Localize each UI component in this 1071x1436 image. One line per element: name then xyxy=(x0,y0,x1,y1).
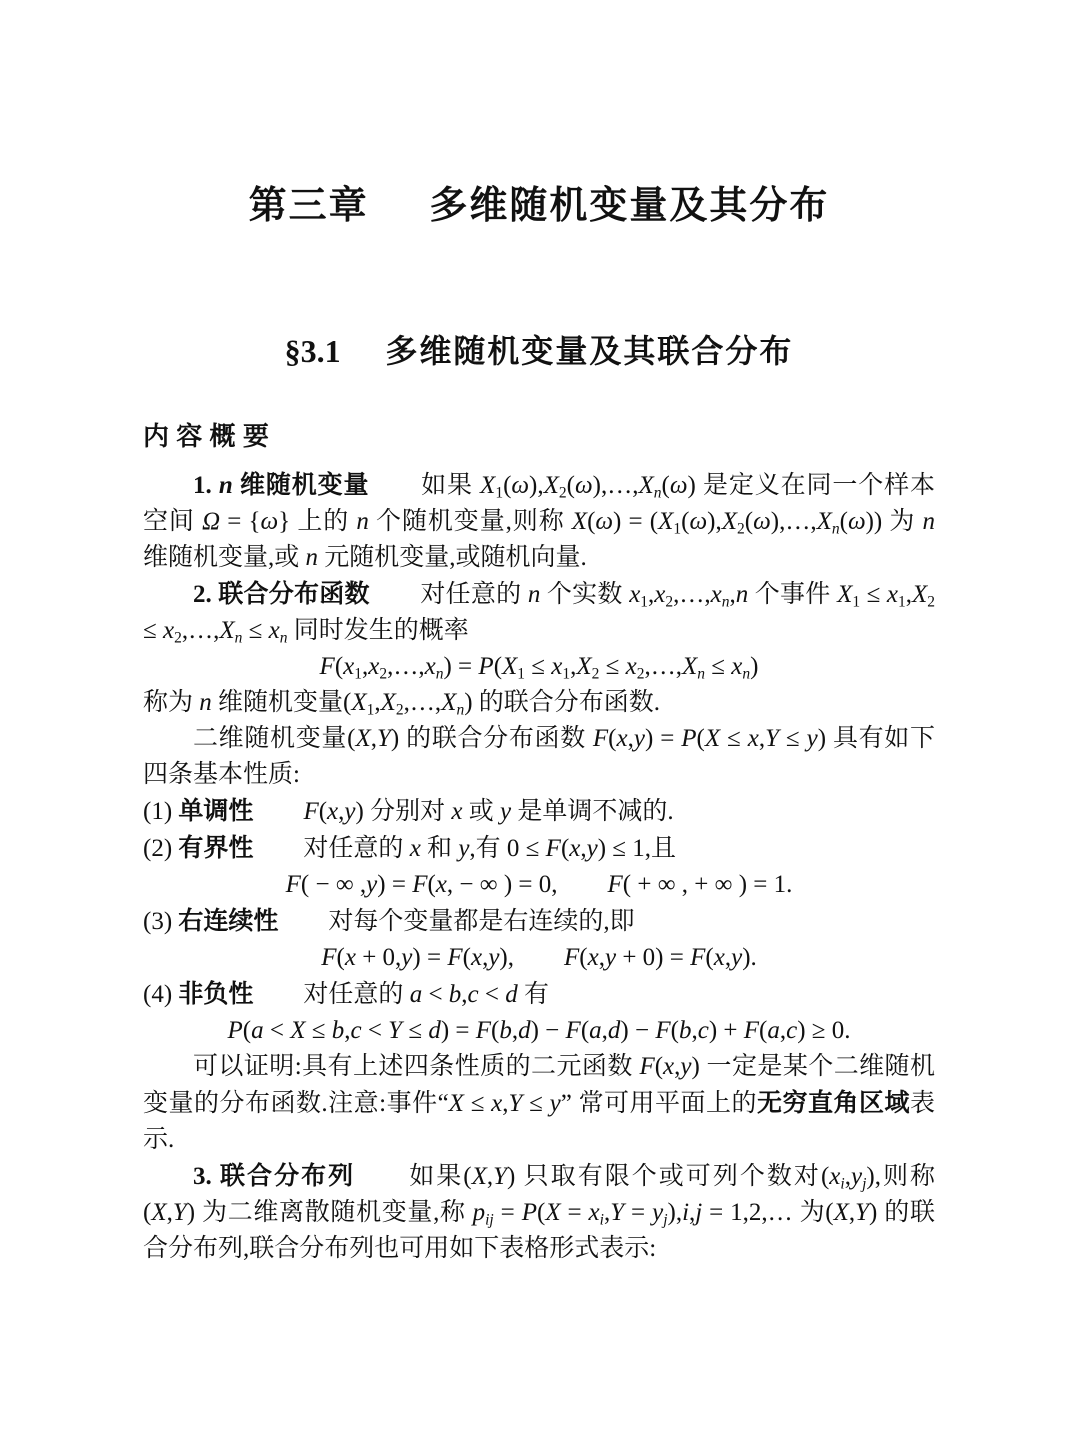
formula-joint-cdf: F(x1,x2,…,xn) = P(X1 ≤ x1,X2 ≤ x2,…,Xn ≤ xn) xyxy=(319,652,759,682)
paragraph-remark: 可以证明:具有上述四条性质的二元函数 F(x,y) 一定是某个二维随机变量的分布函数.注意:事件“X ≤ x,Y ≤ y” 常可用平面上的无穷直角区域表示. xyxy=(143,1052,935,1153)
formula-nonnegativity: P(a < X ≤ b,c < Y ≤ d) = F(b,d) − F(a,d) − F(b,c) + F(a,c) ≥ 0. xyxy=(227,1016,851,1044)
paragraph-n-dim-variable: 1. n 维随机变量 如果 X1(ω),X2(ω),…,Xn(ω) 是定义在同一个样本空间 Ω = {ω} 上的 n 个随机变量,则称 X(ω) = (X1(ω),X2(ω),…,Xn(ω)) 为 n 维随机变量,或 n 元随机变量,或随机向量. xyxy=(143,470,936,571)
section-title: 多维随机变量及其联合分布 xyxy=(385,332,794,369)
formula-boundedness: F( − ∞ ,y) = F(x, − ∞ ) = 0, F( + ∞ , + ∞ ) = 1. xyxy=(285,870,793,898)
property-monotonicity: (1) 单调性 F(x,y) 分别对 x 或 y 是单调不减的. xyxy=(143,796,674,825)
section-number: §3.1 xyxy=(284,332,341,369)
paragraph-two-dim-cdf: 二维随机变量(X,Y) 的联合分布函数 F(x,y) = P(X ≤ x,Y ≤ y) 具有如下四条基本性质: xyxy=(143,724,935,788)
property-nonnegativity: (4) 非负性 对任意的 a < b,c < d 有 xyxy=(143,979,550,1008)
paragraph-joint-cdf-definition: 2. 联合分布函数 对任意的 n 个实数 x1,x2,…,xn,n 个事件 X1 ≤ x1,X2 ≤ x2,…,Xn ≤ xn 同时发生的概率 xyxy=(143,579,935,646)
summary-heading: 内容概要 xyxy=(143,421,277,452)
property-right-continuity: (3) 右连续性 对每个变量都是右连续的,即 xyxy=(143,906,635,935)
body-text xyxy=(143,467,935,1267)
chapter-number: 第三章 xyxy=(248,185,369,227)
paragraph-cdf-name: 称为 n 维随机变量(X1,X2,…,Xn) 的联合分布函数. xyxy=(143,688,661,718)
chapter-heading xyxy=(143,185,935,229)
formula-right-continuity: F(x + 0,y) = F(x,y), F(x,y + 0) = F(x,y). xyxy=(321,943,757,971)
section-heading xyxy=(143,333,935,370)
chapter-title: 多维随机变量及其分布 xyxy=(429,185,830,227)
paragraph-joint-pmf: 3. 联合分布列 如果(X,Y) 只取有限个或可列个数对(xi,yj),则称(X,Y) 为二维离散随机变量,称 pij = P(X = xi,Y = yj),i,j = 1,2,… 为(X,Y) 的联合分布列,联合分布列也可用如下表格形式表示: xyxy=(143,1161,936,1262)
property-boundedness: (2) 有界性 对任意的 x 和 y,有 0 ≤ F(x,y) ≤ 1,且 xyxy=(143,833,677,862)
